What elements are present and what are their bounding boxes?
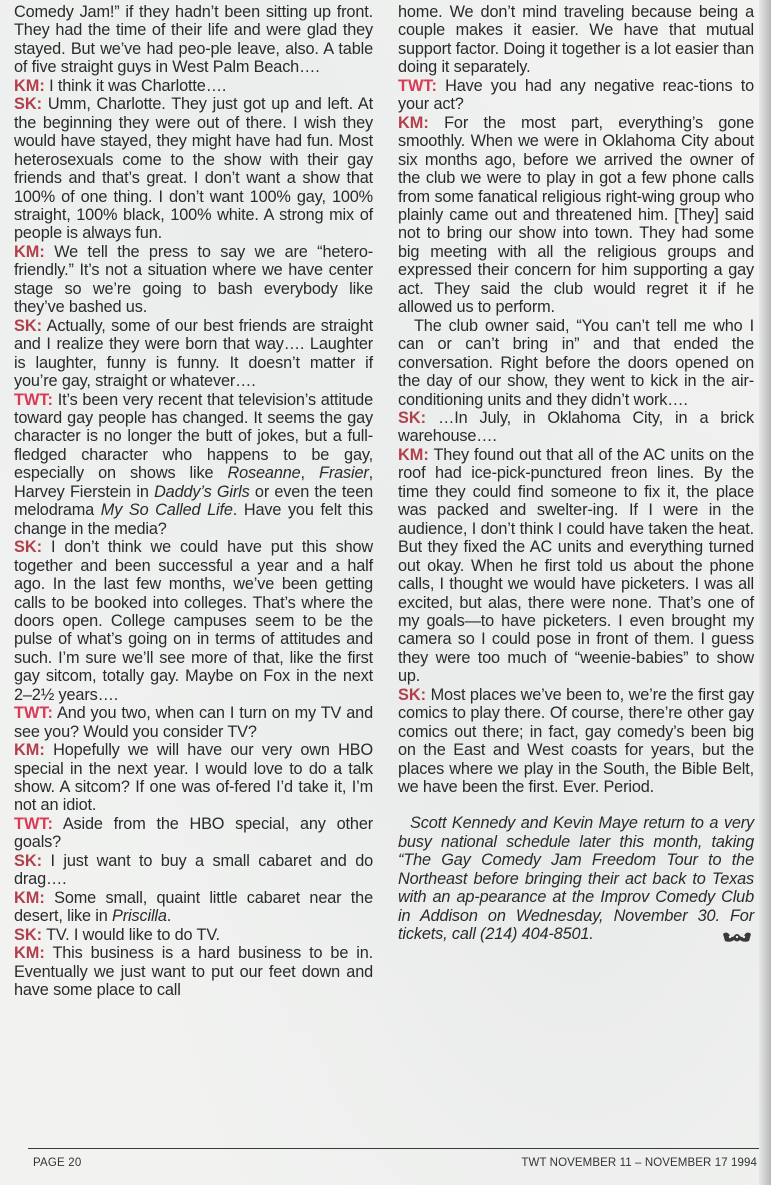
interview-paragraph (398, 3, 754, 77)
closing-note-text: Scott Kennedy and Kevin Maye return to a very busy national schedule later this month, taking “The Gay Comedy Jam Freedom Tour to the Northeast before bringing their act back to Texas with an ap-pearance at the Improv Comedy Club in Addison on Wednesday, November 30. For tickets, call (214) 404-8501. (398, 814, 754, 944)
paragraph-text: They found out that all of the AC units on the roof had ice-pick-punctured freon lines. By the time they could find someone to fix it, the place was packed and swelter-ing. If I were in the audience, I don’t think I could have taken the heat. But they fixed the AC units and everything turned out okay. When he first told us about the phone calls, I thought we would have picketers. I was all excited, but alas, there were none. That’s one of my goals—to have picketers. I even brought my camera so I could pose in front of them. I guess they were too much of “weenie-babies” to show up. (398, 445, 754, 686)
paragraph-text: . (166, 907, 172, 926)
paragraph-text: Umm, Charlotte. They just got up and left. At the beginning they were out of there. I wish they would have stayed, they might have had fun. Most heterosexuals come to the show with their gay friends and that’s great. I don’t want a show that 100% of one thing. I don’t want 100% gay, 100% straight, 100% black, 100% white. A strong mix of people is always fun. (14, 95, 373, 243)
interview-paragraph (14, 889, 373, 926)
article-column-right-body (398, 3, 754, 796)
title-reference: Daddy’s Girls (154, 482, 250, 501)
speaker-label-km: KM: (398, 113, 429, 132)
footer-divider (28, 1148, 759, 1149)
paragraph-text: home. We don’t mind traveling because being a couple makes it easier. We have that mutual support factor. Doing it together is a lot easier than doing it separately. (398, 3, 754, 77)
speaker-label-km: KM: (14, 944, 45, 963)
interview-paragraph (14, 926, 373, 944)
paragraph-text: Some small, quaint little cabaret near the desert, like in (14, 888, 373, 926)
article-column-right (398, 3, 754, 944)
paragraph-text: Aside from the HBO special, any other goals? (14, 814, 373, 852)
paragraph-text: For the most part, everything’s gone smoothly. When we were in Oklahoma City about six months ago, before we arrived the owner of the club we were to play in got a few phone calls from some fanatical religious right-wing group who plainly came out and threatened him. [They] said not to bring our show into town. They had some big meeting with all the religious groups and expressed their concern for him supporting a gay act. They said the club would regret it if he allowed us to perform. (398, 113, 754, 317)
speaker-label-sk: SK: (14, 95, 43, 114)
paragraph-text: TV. I would like to do TV. (42, 925, 220, 944)
speaker-label-sk: SK: (398, 408, 427, 427)
interview-paragraph (14, 317, 373, 391)
paragraph-text: I just want to buy a small cabaret and do drag…. (14, 851, 373, 889)
speaker-label-sk: SK: (14, 538, 43, 557)
issue-dateline: TWT NOVEMBER 11 – NOVEMBER 17 1994 (521, 1157, 757, 1169)
interview-paragraph (14, 95, 373, 243)
interview-paragraph (14, 704, 373, 741)
speaker-label-km: KM: (14, 888, 45, 907)
speaker-label-twt: TWT: (14, 390, 53, 409)
closing-note (398, 814, 754, 944)
twt-end-mark-icon (722, 931, 752, 943)
paragraph-text: I don’t think we could have put this show together and been successful a year and a half ago. In the last few months, we’ve been getting calls to be booked into colleges. That’s where the doors open. College campuses seem to be the pulse of what’s going on in terms of attitudes and such. I’m sure we’ll see more of that, like the first gay sitcom, totally gay. Maybe on Fox in the next 2–2½ years…. (14, 538, 373, 704)
interview-paragraph (398, 317, 754, 409)
interview-paragraph (14, 77, 373, 95)
interview-paragraph (14, 815, 373, 852)
paragraph-text: The club owner said, “You can’t tell me who I can or can’t bring in” and that ended the conversation. Right before the doors opened on the day of our show, they went to kick in the air-conditioning units and they didn’t work…. (398, 316, 754, 409)
article-column-left (14, 3, 373, 999)
paragraph-text: Hopefully we will have our very own HBO special in the next year. I would love to do a talk show. A sitcom? If one was of-fered I’d take it, I’m not an idiot. (14, 741, 373, 815)
paragraph-text: I think it was Charlotte…. (44, 76, 227, 95)
paragraph-text: We tell the press to say we are “hetero-friendly.” It’s not a situation where we have center stage so we’re going to bash everybody like they’ve bashed us. (14, 242, 373, 317)
paragraph-text: , (300, 464, 320, 483)
title-reference: Frasier (319, 464, 369, 483)
interview-paragraph (398, 446, 754, 686)
interview-paragraph (398, 409, 754, 446)
speaker-label-sk: SK: (14, 925, 43, 944)
speaker-label-sk: SK: (14, 851, 43, 870)
paragraph-text: It’s been very recent that television’s attitude toward gay people has changed. It seems the gay character is no longer the butt of jokes, but a full-fledged character who happens to be gay, especially on shows like (14, 390, 373, 483)
interview-paragraph (14, 243, 373, 317)
speaker-label-sk: SK: (14, 316, 43, 335)
speaker-label-twt: TWT: (398, 76, 437, 95)
interview-paragraph (398, 686, 754, 797)
paragraph-text: . Have you felt this change in the media? (14, 501, 373, 538)
speaker-label-km: KM: (14, 242, 45, 261)
interview-paragraph (398, 114, 754, 317)
speaker-label-twt: TWT: (14, 704, 53, 723)
interview-paragraph (14, 391, 373, 539)
title-reference: My So Called Life (100, 501, 233, 520)
paragraph-text: Comedy Jam!” if they hadn’t been sitting up front. They had the time of their life and were glad they stayed. But we’ve had peo-ple leave, also. A table of five straight guys in West Palm Beach…. (14, 3, 373, 77)
interview-paragraph (14, 538, 373, 704)
speaker-label-twt: TWT: (14, 814, 53, 833)
paragraph-text: , Harvey Fierstein in (14, 464, 374, 501)
paragraph-text: …In July, in Oklahoma City, in a brick warehouse…. (398, 408, 754, 446)
speaker-label-km: KM: (14, 741, 45, 760)
speaker-label-km: KM: (14, 76, 45, 95)
paragraph-text: This business is a hard business to be in. Eventually we just want to put our feet down and have some place to call (14, 944, 373, 1000)
interview-paragraph (14, 3, 373, 77)
interview-paragraph (398, 77, 754, 114)
title-reference: Priscilla (112, 907, 167, 926)
speaker-label-sk: SK: (398, 685, 427, 704)
interview-paragraph (14, 741, 373, 815)
paragraph-text: And you two, when can I turn on my TV and see you? Would you consider TV? (14, 704, 373, 741)
page-edge-shadow (759, 0, 771, 1185)
paragraph-text: Have you had any negative reac-tions to your act? (398, 76, 754, 114)
paragraph-text: or even the teen melodrama (14, 482, 374, 520)
title-reference: Roseanne (227, 464, 301, 483)
interview-paragraph (14, 852, 373, 889)
paragraph-text: Actually, some of our best friends are straight and I realize they were born that way…. Laughter is laughter, funny is funny. It doesn’t matter if you’re gay, straight or whatever…. (14, 316, 373, 391)
interview-paragraph (14, 944, 373, 999)
paragraph-text: Most places we’ve been to, we’re the first gay comics to play there. Of course, there’re other gay comics out there; in fact, gay comedy’s been big on the East and West coasts for years, but the places where we play in the South, the Bible Belt, we have been the first. Ever. Period. (398, 685, 754, 797)
page-number: PAGE 20 (33, 1157, 82, 1169)
speaker-label-km: KM: (398, 445, 429, 464)
